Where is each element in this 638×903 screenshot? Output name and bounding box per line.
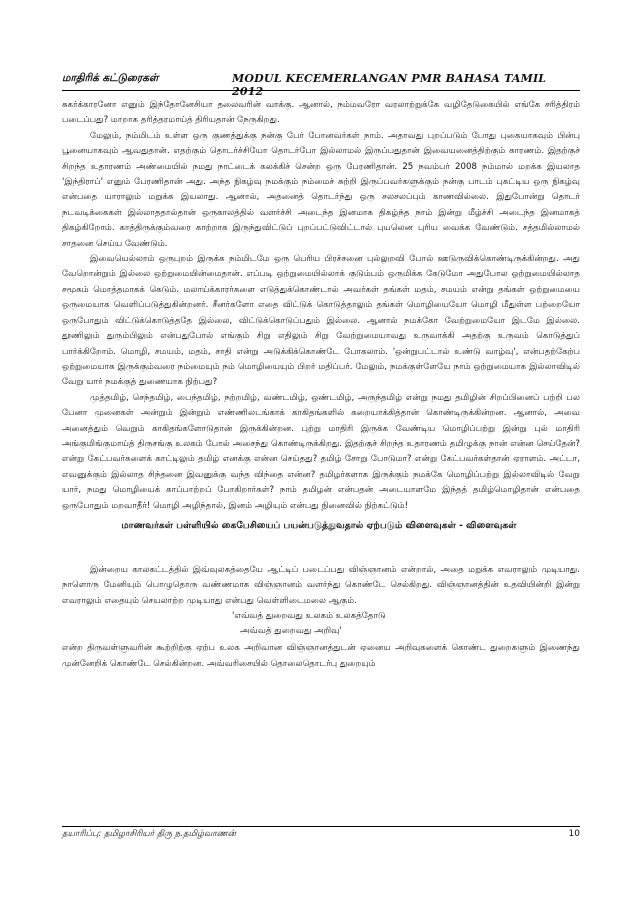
paragraph-2: மேலும், நம்மிடம் உள்ள ஒரு குணத்துக்கு நன்கு பேர் போனவர்கள் நாம். அதாவது புறப்படும் போது புகையாகவும் பின்பு பூனையாகவும் ஆவதுதான். எதற்கும் தொடர்ச்சியோ தொடர்போ இல்லாமல் இருப்பதுதான் இவையனைத்திற்கும் காரணம். இதற்குச் சிறந்த உதாரணம் அண்மையில் நமது நாட்டைக் கலக்கிச் சென்ற ஒரு பேரணிதான். 25 நவம்பர் 2008 நம்மால் மறக்க இயலாத 'இந்திராப்' எனும் பேரணிதான் அது. அந்த நிகழ்வு நமக்கும் நம்மைச் சுற்றி இருப்பவர்களுக்கும் நன்கு பாடம் புகட்டிய ஒரு நிகழ்வு என்பதை யாராலும் மறுக்க இயலாது. ஆனால், அதனைத் தொடர்ந்து ஒரு சலசலப்பும் காணவில்லை. இதுபோன்று தொடர் நடவடிக்கைகள் இல்லாததால்தான் ஒருகாலத்தில் வளர்ச்சி அடைந்த இனமாக திகழ்ந்த நாம் இன்று மீழ்ச்சி அடைந்த இனமாகத் திகழ்கிறோம். காத்திருக்கும்வரை காற்றாக இருந்துவிட்டுப் புறப்பட்டுவிட்டால் புயலென புரிய வைக்க வேண்டும். சத்தமில்லாமல் சாதனை செய்ய வேண்டும். bbox=[62, 130, 580, 249]
section-paragraph-2: என்ற திருவள்ளுவரின் கூற்றிற்கு ஏற்ப உலக அறிவான விஞ்ஞானத்துடன் ஏனைய அறிவுகளைக் கொண்ட துறைகளும் இணைந்து முன்னேறிக் கொண்டே செல்கின்றன. அவ்வரிசையில் தொலைதொடர்பு துறையும் bbox=[62, 643, 580, 669]
essay-title: மாணவர்கள் பள்ளியில் கைபேசியைப் பயன்படுத்துவதால் ஏற்படும் விளைவுகள் - விளைவுகள் bbox=[121, 520, 517, 531]
paragraph-3: இவையெல்லாம் ஒருபுறம் இருக்க நம்மிடமே ஒரு பெரிய பிரச்சனை புல்லுறவி போல் ஊடுருவிக்கொண்டிருக்கின்றது. அது வேறொன்றும் இல்லை ஒற்றுமையின்மைதான். எப்படி ஒற்றுமையில்லாக் குடும்பம் ஒருமிக்க கேடுமோ அதுபோல ஒற்றுமையில்லாத சமூகம் மொத்தமாகக் கெடும். மலாய்க்காரர்களை எடுத்துக்கொண்டால் அவர்கள் தங்கள் மதம், சமயம் என்று தங்கள் ஒற்றுமையை ஒருமையாக வெளிப்படுத்துகின்றனர். சீனர்களோ எதை விட்டுக் கொடுத்தாலும் தங்கள் மொழியையோ மொழி மீதுள்ள பற்றையோ ஒருபோதும் விட்டுக்கொடுத்ததே இல்லை, விட்டுக்கொடுப்பதும் இல்லை. ஆனால் நமக்கோ வேற்றுமையோ இடமே இல்லை. தூணிலும் துரும்பிலும் என்பதுபோல் எங்கும் சிறு எதிலும் சிறு வேற்றுமையாவது உருவாக்கி அதற்கு உருவம் கொடுத்துப் பார்க்கிறோம். மொழி, சமயம், மதம், சாதி என்று அடுக்கிக்கொண்டே போகலாம். 'ஒன்றுபட்டால் உண்டு வாழ்வு', என்பதற்கேற்ப ஒற்றுமையாக இருக்கும்வரை நம்மையும் நம் மொழியையும் பிறர் மதிப்பர். மேலும், நமக்குள்ளேயே நாம் ஒற்றுமையாக இல்லாவிடில் வேறு யார் நமக்குத் துணையாக நிற்பது? bbox=[62, 254, 580, 388]
header-rule bbox=[62, 90, 580, 91]
quote-line-2: அவ்வத் துறைவது அறிவு' bbox=[240, 626, 342, 637]
essay-body bbox=[62, 98, 580, 511]
quote-block bbox=[62, 609, 580, 641]
page-header bbox=[62, 70, 576, 98]
page-number: 10 bbox=[568, 829, 580, 839]
paragraph-1: சுகர்க்காரனோ எனும் இந்தோனேசியா தலைவரின் வாக்கு. ஆனால், நம்மவரோ வரலாற்றுக்கே வழிதேடுகையில் எங்கே சரித்திரம் படைப்பது? மாறாக தரித்தரமாய்த் திரியதான் நேருகிறது. bbox=[62, 100, 580, 126]
quote-line-1: 'எவ்வத் துறைவது உலகம் உலகத்தோடு bbox=[232, 611, 386, 622]
header-title-tamil: மாதிரிக் கட்டுரைகள் bbox=[62, 72, 159, 84]
footer-rule bbox=[62, 826, 580, 827]
paragraph-4: முத்தமிழ், செந்தமிழ், பைந்தமிழ், நற்றமிழ், வண்டமிழ், ஒண்டமிழ், அருந்தமிழ் என்று நமது தமிழின் சிறப்பினைப் பற்றி பல பேனா முனைகள் அன்றும் இன்றும் எண்ணிலடங்காக் காகிதங்களில் கறையாக்கித்தான் கொண்டிருக்கின்றன. ஆனால், அவை அனைத்தும் வெறும் காகிதங்களோடுதான் இருக்கின்றன. புற்று மாதிரி இருக்க வேண்டிய மொழிப்பற்று இன்று புல் மாதிரி அங்குமிங்குமாய்த் திருசங்கு உலகம் போல் அசைந்து கொண்டிருக்கிறது. இதற்குச் சிறந்த உதாரணம் தமிழுக்கு நான் என்ன செய்தேன்? என்று கேட்பவர்களைக் காட்டிலும் தமிழ் எனக்கு என்ன செய்தது? தமிழ் சோறு போடுமா? என்று கேட்பவர்கள்தான் ஏராளம். அட்டா, எவனுக்கும் இல்லாத சிந்தனை இவனுக்கு வந்த விந்தை என்ன? தமிழர்களாக இருக்கும் நமக்கே மொழிப்பற்று இல்லாவிடில் வேறு யார், நமது மொழியைக் காப்பாற்றப் போகிறார்கள்? நாம் தமிழன் என்பதன் அடையாளமே இந்தத் தமிழ்மொழிதான் என்பதை ஒருபோதும் மறவாதீர்! மொழி அழிந்தால், இனம் அழியும் என்பது நினைவில் நிற்கட்டும்! bbox=[62, 392, 580, 511]
header-module-title: MODUL KECEMERLANGAN PMR BAHASA TAMIL 2012 bbox=[232, 72, 547, 98]
section-paragraph-1: இன்றைய காலகட்டத்தில் இவ்வுலகத்தையே ஆட்டிப் படைப்பது விஞ்ஞானம் என்றால், அதை மறுக்க எவராலும் முடியாது. நாளொரு மேனியும் பொழுதொரு வண்ணமாக விஞ்ஞானம் வளர்ந்து கொண்டே செல்கிறது. விஞ்ஞானத்தின் உதவியின்றி இன்று எவராலும் எதையும் செயலாற்ற முடியாது என்பது வெள்ளிடைமலை ஆகும். bbox=[62, 565, 580, 606]
footer-author: தயாரிப்பு: தமிழாசிரியர் திரு ந.தமிழ்வாணன் bbox=[62, 829, 236, 839]
essay-section bbox=[62, 563, 580, 761]
